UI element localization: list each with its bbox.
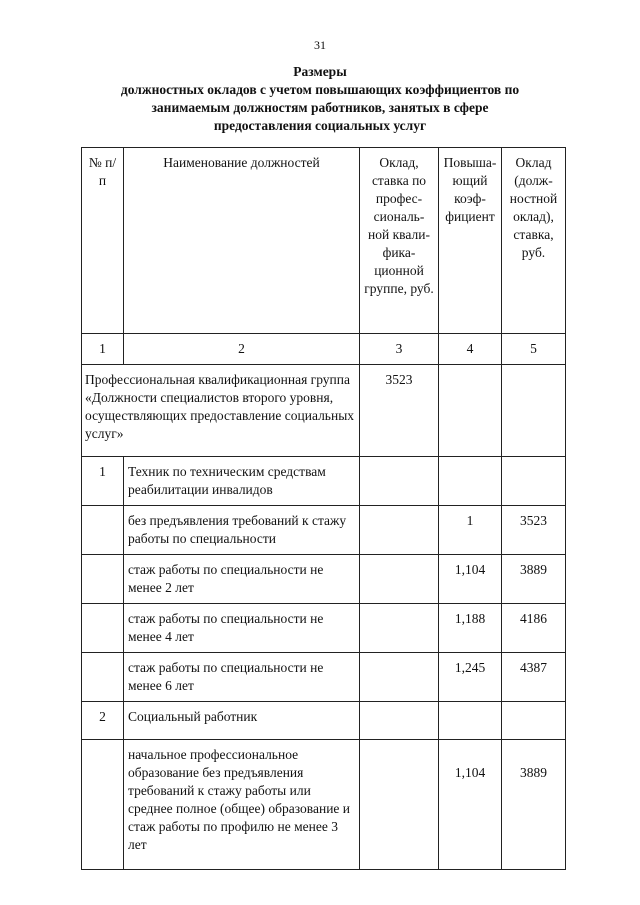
empty-cell bbox=[360, 653, 439, 702]
header-num: № п/п bbox=[82, 148, 124, 334]
empty-cell bbox=[439, 365, 502, 457]
coefficient-value: 1 bbox=[439, 506, 502, 555]
final-salary-value: 3523 bbox=[502, 506, 566, 555]
table-row bbox=[82, 555, 566, 604]
requirement-text: стаж работы по специальности не менее 2 лет bbox=[124, 555, 360, 604]
empty-cell bbox=[360, 604, 439, 653]
table-row bbox=[82, 506, 566, 555]
empty-cell bbox=[360, 702, 439, 740]
table-row bbox=[82, 604, 566, 653]
header-name: Наименование должностей bbox=[124, 148, 360, 334]
empty-cell bbox=[82, 506, 124, 555]
index-cell: 3 bbox=[360, 334, 439, 365]
title-line-3: занимаемым должностям работников, занятых в сфере bbox=[151, 100, 489, 115]
empty-cell bbox=[502, 457, 566, 506]
coefficient-value: 1,245 bbox=[439, 653, 502, 702]
title-line-4: предоставления социальных услуг bbox=[213, 118, 427, 133]
coefficient-value: 1,104 bbox=[439, 740, 502, 870]
empty-cell bbox=[439, 702, 502, 740]
page-number: 31 bbox=[314, 38, 326, 52]
title-line-1: Размеры bbox=[293, 64, 347, 79]
document-title bbox=[60, 63, 580, 135]
header-salary: Оклад, ставка по профес-сиональ-ной квали-фика-ционной группе, руб. bbox=[360, 148, 439, 334]
index-cell: 4 bbox=[439, 334, 502, 365]
index-cell: 2 bbox=[124, 334, 360, 365]
index-cell: 5 bbox=[502, 334, 566, 365]
position-name: Техник по техническим средствам реабилитации инвалидов bbox=[124, 457, 360, 506]
index-cell: 1 bbox=[82, 334, 124, 365]
empty-cell bbox=[360, 740, 439, 870]
title-line-2: должностных окладов с учетом повышающих коэффициентов по bbox=[120, 82, 520, 97]
empty-cell bbox=[360, 555, 439, 604]
requirement-text: стаж работы по специальности не менее 4 лет bbox=[124, 604, 360, 653]
coefficient-value: 1,104 bbox=[439, 555, 502, 604]
position-row bbox=[82, 457, 566, 506]
requirement-text: без предъявления требований к стажу работы по специальности bbox=[124, 506, 360, 555]
header-row bbox=[82, 148, 566, 334]
empty-cell bbox=[82, 740, 124, 870]
table-row bbox=[82, 740, 566, 870]
empty-cell bbox=[82, 604, 124, 653]
empty-cell bbox=[502, 365, 566, 457]
header-coef: Повыша-ющий коэф-фициент bbox=[439, 148, 502, 334]
index-row bbox=[82, 334, 566, 365]
coefficient-value: 1,188 bbox=[439, 604, 502, 653]
empty-cell bbox=[82, 555, 124, 604]
position-number: 2 bbox=[82, 702, 124, 740]
group-name: Профессиональная квалификационная группа «Должности специалистов второго уровня, осуществляющих предоставление социальных услуг» bbox=[82, 365, 360, 457]
requirement-text: стаж работы по специальности не менее 6 лет bbox=[124, 653, 360, 702]
final-salary-value: 3889 bbox=[502, 740, 566, 870]
salary-table bbox=[81, 147, 566, 870]
requirement-text: начальное профессиональное образование без предъявления требований к стажу работы или среднее полное (общее) образование и стаж работы по профилю не менее 3 лет bbox=[124, 740, 360, 870]
empty-cell bbox=[502, 702, 566, 740]
position-name: Социальный работник bbox=[124, 702, 360, 740]
empty-cell bbox=[360, 457, 439, 506]
header-final: Оклад (долж-ностной оклад), ставка, руб. bbox=[502, 148, 566, 334]
group-row bbox=[82, 365, 566, 457]
empty-cell bbox=[82, 653, 124, 702]
group-salary: 3523 bbox=[360, 365, 439, 457]
final-salary-value: 3889 bbox=[502, 555, 566, 604]
table-row bbox=[82, 653, 566, 702]
empty-cell bbox=[439, 457, 502, 506]
empty-cell bbox=[360, 506, 439, 555]
final-salary-value: 4186 bbox=[502, 604, 566, 653]
position-row bbox=[82, 702, 566, 740]
final-salary-value: 4387 bbox=[502, 653, 566, 702]
position-number: 1 bbox=[82, 457, 124, 506]
